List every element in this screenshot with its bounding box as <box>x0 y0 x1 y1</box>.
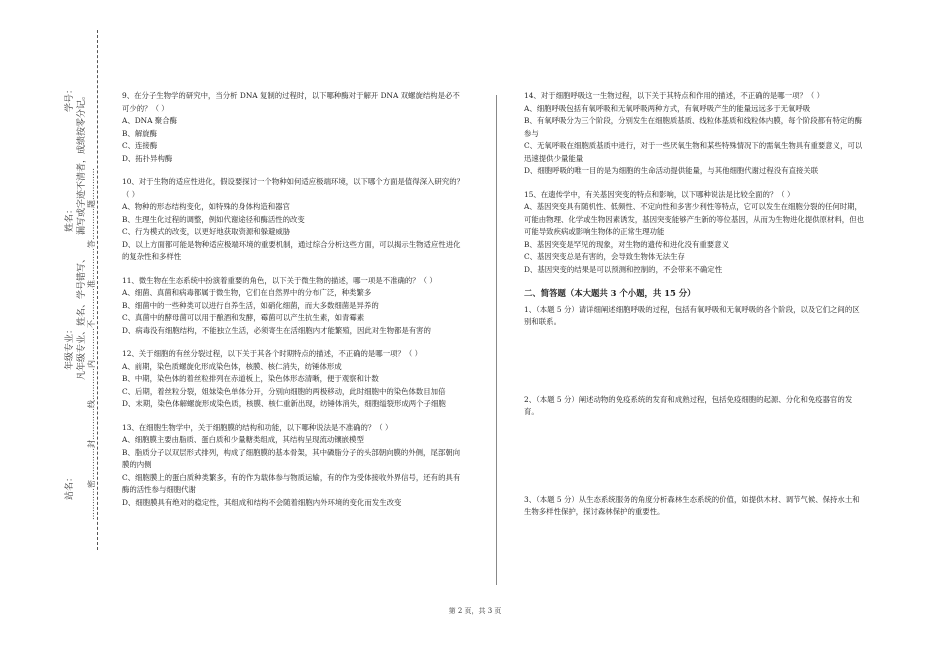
grade-line-text: 凡年级专业、姓名、学号错写、 <box>77 253 87 380</box>
question-stem: 10、对于生物的适应性进化，假设要探讨一个物种如何适应极端环境，以下哪个方面是值得深入研究的？（ ） <box>122 177 464 199</box>
question-item <box>122 176 467 264</box>
short-answer-1: 1、（本题 5 分）请详细阐述细胞呼吸的过程，包括有氧呼吸和无氧呼吸的各个阶段，以及它们之间的区别和联系。 <box>524 304 860 326</box>
question-option: C、行为模式的改变，以更好地获取资源和躲避威胁 <box>122 227 291 236</box>
question-option: B、有氧呼吸分为三个阶段，分别发生在细胞质基质、线粒体基质和线粒体内膜，每个阶段都有特定的酶参与 <box>524 116 863 138</box>
question-option: C、后期，着丝粒分裂，姐妹染色单体分开，分别向细胞的两极移动，此时细胞中的染色体数目加倍 <box>122 386 446 396</box>
right-column <box>524 90 864 519</box>
question-option: D、末期，染色体解螺旋形成染色质，核膜、核仁重新出现，纺锤体消失，细胞缢裂形成两个子细胞 <box>122 399 446 408</box>
question-item <box>122 90 467 165</box>
question-stem: 15、在遗传学中，有关基因突变的特点和影响，以下哪种说法是比较全面的？（ ） <box>524 189 795 199</box>
question-option: B、脂质分子以双层形式排列，构成了细胞膜的基本骨架，其中磷脂分子的头部朝向膜的外侧，尾部朝向膜的内侧 <box>122 447 461 469</box>
exam-site-label: 站名： <box>65 472 75 500</box>
question-option: A、细胞膜主要由脂质、蛋白质和少量糖类组成，其结构呈现流动镶嵌模型 <box>122 435 364 444</box>
question-option: C、真菌中的酵母菌可以用于酿酒和发酵，霉菌可以产生抗生素，如青霉素 <box>122 313 365 322</box>
column-divider <box>496 95 497 585</box>
question-option: B、中期，染色体的着丝粒排列在赤道板上，染色体形态清晰，便于观察和计数 <box>122 374 379 383</box>
seal-notice: …………密…………封…………线…………内…………不…………准…………答…………题………… <box>87 168 96 520</box>
question-option: A、前期，染色质螺旋化形成染色体，核膜、核仁消失，纺锤体形成 <box>122 361 342 371</box>
question-item <box>122 348 467 411</box>
question-option: D、细胞膜具有绝对的稳定性，其组成和结构不会随着细胞内外环境的变化而发生改变 <box>122 497 402 507</box>
page-number: 第 2 页，共 3 页 <box>448 607 502 615</box>
question-stem: 12、关于细胞的有丝分裂过程，以下关于其各个时期特点的描述，不正确的是哪一项？（ ） <box>122 349 422 358</box>
question-stem: 11、微生物在生态系统中扮演着重要的角色，以下关于微生物的描述，哪一项是不准确的？（ ） <box>122 275 437 285</box>
short-answer-2: 2、（本题 5 分）阐述动物的免疫系统的发育和成熟过程，包括免疫细胞的起源、分化和免疫器官的发育。 <box>524 394 853 416</box>
question-item <box>524 189 864 277</box>
question-option: D、细胞呼吸的唯一目的是为细胞的生命活动提供能量，与其他细胞代谢过程没有直接关联 <box>524 166 819 175</box>
student-id-label: 学号： <box>65 84 75 112</box>
question-option: A、基因突变具有随机性、低频性、不定向性和多害少利性等特点，它可以发生在细胞分裂的任何时期，可能由物理、化学或生物因素诱发，基因突变能够产生新的等位基因，从而为生物进化提供原材料，但也可能导致疾病或影响生物体的正常生理功能 <box>524 202 864 236</box>
major-label: 年级专业： <box>65 324 75 370</box>
short-answer-3: 3、（本题 5 分）从生态系统服务的角度分析森林生态系统的价值，如提供木材、调节气候、保持水土和生物多样性保护，探讨森林保护的重要性。 <box>524 494 860 516</box>
question-option: B、细菌中的一些种类可以进行自养生活，如硝化细菌，而大多数细菌是异养的 <box>122 300 379 310</box>
question-option: A、细胞呼吸包括有氧呼吸和无氧呼吸两种方式，有氧呼吸产生的能量远远多于无氧呼吸 <box>524 103 811 113</box>
question-option: B、生理生化过程的调整，例如代谢途径和酶活性的改变 <box>122 214 305 224</box>
left-column <box>122 90 467 520</box>
question-item <box>122 275 467 338</box>
question-option: D、拓扑异构酶 <box>122 153 173 163</box>
question-option: D、基因突变的结果是可以预测和控制的，不会带来不确定性 <box>524 264 723 274</box>
question-option: C、连接酶 <box>122 141 158 150</box>
question-option: C、细胞膜上的蛋白质种类繁多，有的作为载体参与物质运输，有的作为受体接收外界信号，还有的具有酶的活性参与细胞代谢 <box>122 472 461 494</box>
instruction-text: 漏写或字迹不清者，成绩按零分记。 <box>77 90 87 235</box>
question-option: A、细菌、真菌和病毒都属于微生物，它们在自然界中的分布广泛，种类繁多 <box>122 288 372 297</box>
question-stem: 13、在细胞生物学中，关于细胞膜的结构和功能，以下哪种说法是不准确的？（ ） <box>122 422 393 432</box>
seal-line-outer <box>97 30 98 550</box>
question-option: D、以上方面都可能是物种适应极端环境的重要机制，通过综合分析这些方面，可以揭示生物适应性进化的复杂性和多样性 <box>122 239 461 261</box>
question-stem: 14、对于细胞呼吸这一生物过程，以下关于其特点和作用的描述，不正确的是哪一项？（ ） <box>524 91 824 100</box>
section-title: 二、简答题（本大题共 3 个小题，共 15 分） <box>524 288 696 298</box>
question-option: C、无氧呼吸在细胞质基质中进行，对于一些厌氧生物和某些特殊情况下的需氧生物具有重要意义，可以迅速提供少量能量 <box>524 141 863 163</box>
question-option: A、物种的形态结构变化，如特殊的身体构造和器官 <box>122 202 290 211</box>
name-label: 姓名： <box>65 204 75 232</box>
question-option: D、病毒没有细胞结构，不能独立生活，必须寄生在活细胞内才能繁殖，因此对生物都是有害的 <box>122 325 431 335</box>
question-stem: 9、在分子生物学的研究中，当分析 DNA 复制的过程时，以下哪种酶对于解开 DNA 双螺旋结构是必不可少的？（ ） <box>122 91 460 113</box>
question-option: B、解旋酶 <box>122 128 157 138</box>
binding-margin <box>0 0 110 672</box>
question-option: B、基因突变是罕见的现象，对生物的遗传和进化没有重要意义 <box>524 239 729 249</box>
question-item <box>524 90 864 178</box>
question-option: C、基因突变总是有害的，会导致生物体无法生存 <box>524 252 685 261</box>
question-option: A、DNA 聚合酶 <box>122 116 177 125</box>
question-item <box>122 422 467 510</box>
